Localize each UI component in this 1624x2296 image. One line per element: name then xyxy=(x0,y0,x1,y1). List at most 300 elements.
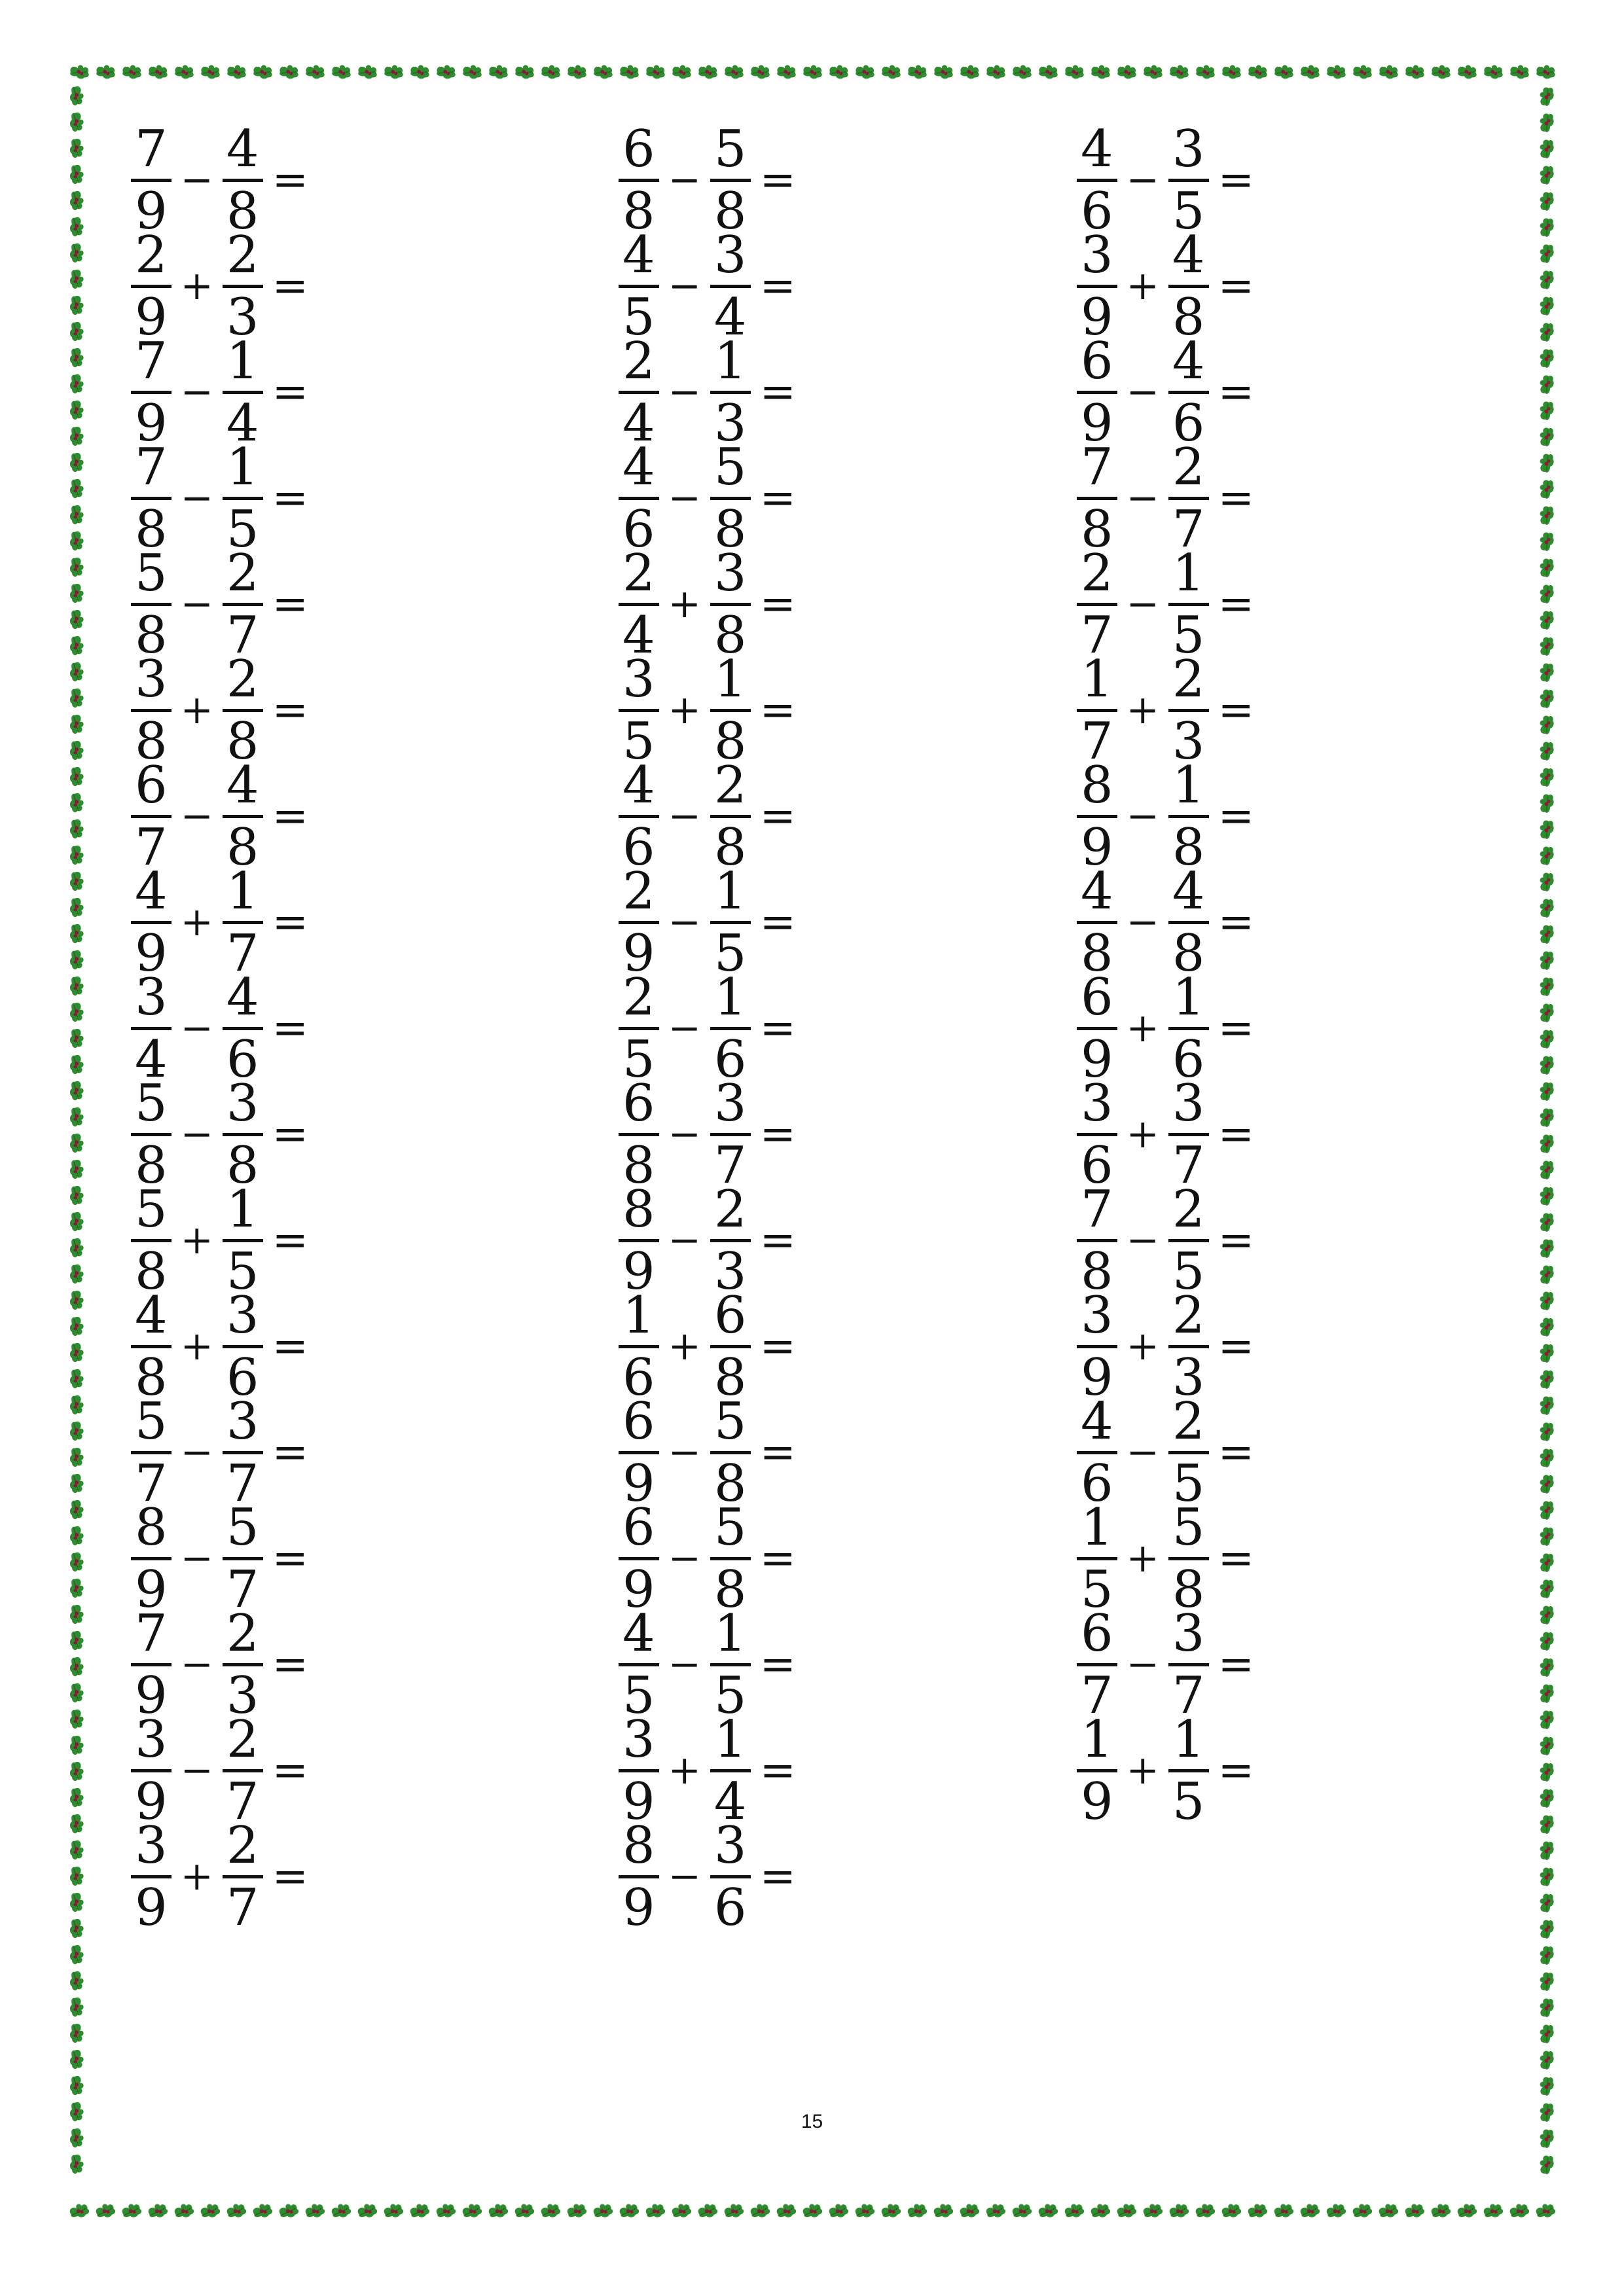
holly-sprig-icon xyxy=(802,2202,823,2219)
equals-sign: = xyxy=(759,579,796,629)
first-fraction xyxy=(619,1710,659,1831)
denominator: 6 xyxy=(1081,181,1113,241)
equals-sign: = xyxy=(1218,685,1254,735)
holly-sprig-icon xyxy=(1537,740,1556,762)
holly-sprig-icon xyxy=(1537,2075,1556,2097)
operator-sign: + xyxy=(180,263,213,309)
holly-sprig-icon xyxy=(985,2202,1006,2219)
operator-sign: − xyxy=(668,1535,701,1581)
denominator: 6 xyxy=(623,1348,655,1407)
holly-sprig-icon xyxy=(70,1605,84,1624)
holly-sprig-icon xyxy=(147,2202,168,2219)
holly-sprig-icon xyxy=(749,2202,770,2219)
holly-sprig-icon xyxy=(252,2202,273,2219)
holly-sprig-icon xyxy=(1537,1054,1556,1076)
denominator: 7 xyxy=(1172,1666,1205,1725)
holly-sprig-icon xyxy=(1537,373,1556,395)
numerator: 1 xyxy=(710,866,751,924)
denominator: 8 xyxy=(1172,817,1205,877)
holly-sprig-icon xyxy=(1537,295,1556,317)
holly-sprig-icon xyxy=(566,2202,587,2219)
numerator: 3 xyxy=(619,654,659,712)
numerator: 4 xyxy=(223,760,263,818)
operator-sign: + xyxy=(1126,263,1159,309)
holly-sprig-icon xyxy=(1537,1865,1556,1888)
numerator: 3 xyxy=(1168,1078,1209,1136)
second-fraction xyxy=(1168,1073,1209,1195)
second-fraction xyxy=(1168,967,1209,1089)
denominator: 8 xyxy=(135,1348,168,1407)
holly-sprig-icon xyxy=(1537,1001,1556,1024)
operator-sign: + xyxy=(1126,1748,1159,1793)
holly-sprig-icon xyxy=(854,2202,875,2219)
numerator: 3 xyxy=(710,548,751,606)
equals-sign: = xyxy=(272,1321,308,1371)
equals-sign: = xyxy=(759,1427,796,1477)
fraction-problem xyxy=(619,1285,796,1407)
holly-sprig-icon xyxy=(1537,1551,1556,1573)
denominator: 7 xyxy=(226,924,259,983)
denominator: 9 xyxy=(1081,1030,1113,1089)
holly-sprig-icon xyxy=(70,1474,84,1493)
fraction-problem xyxy=(1077,1498,1254,1619)
holly-sprig-icon xyxy=(1537,1682,1556,1704)
holly-sprig-icon xyxy=(305,63,326,80)
numerator: 1 xyxy=(619,1290,659,1348)
holly-sprig-icon xyxy=(70,1369,84,1388)
holly-sprig-icon xyxy=(1537,1944,1556,1966)
denominator: 6 xyxy=(1172,1030,1205,1089)
holly-sprig-icon xyxy=(200,2202,221,2219)
numerator: 5 xyxy=(710,442,751,500)
equals-sign: = xyxy=(759,1109,796,1159)
holly-sprig-icon xyxy=(1537,1080,1556,1102)
numerator: 1 xyxy=(1168,972,1209,1030)
fraction-problem xyxy=(619,649,796,771)
holly-sprig-icon xyxy=(70,1762,84,1781)
denominator: 9 xyxy=(623,1560,655,1619)
first-fraction xyxy=(131,1710,171,1831)
holly-sprig-icon xyxy=(1537,1132,1556,1155)
holly-sprig-icon xyxy=(1537,635,1556,657)
denominator: 5 xyxy=(1172,181,1205,241)
operator-sign: + xyxy=(1126,1323,1159,1369)
numerator: 5 xyxy=(131,1396,171,1454)
holly-sprig-icon xyxy=(1326,2202,1346,2219)
holly-sprig-icon xyxy=(70,1055,84,1074)
denominator: 3 xyxy=(226,1666,259,1725)
holly-sprig-icon xyxy=(70,1081,84,1100)
holly-sprig-icon xyxy=(1537,1918,1556,1940)
numerator: 2 xyxy=(619,548,659,606)
equals-sign: = xyxy=(1218,791,1254,841)
holly-sprig-icon xyxy=(70,1186,84,1205)
operator-sign: + xyxy=(180,1217,213,1263)
holly-sprig-icon xyxy=(1535,2202,1556,2219)
holly-sprig-icon xyxy=(1537,556,1556,579)
numerator: 2 xyxy=(1168,442,1209,500)
second-fraction xyxy=(223,331,263,453)
denominator: 9 xyxy=(1081,817,1113,877)
denominator: 8 xyxy=(713,605,747,665)
holly-sprig-icon xyxy=(671,2202,692,2219)
denominator: 6 xyxy=(623,817,655,877)
fraction-problem xyxy=(619,967,796,1089)
first-fraction xyxy=(131,1179,171,1301)
holly-sprig-icon xyxy=(1537,1787,1556,1809)
holly-sprig-icon xyxy=(1537,1158,1556,1181)
holly-sprig-icon xyxy=(1537,1420,1556,1443)
numerator: 2 xyxy=(1168,1396,1209,1454)
holly-sprig-icon xyxy=(95,2202,116,2219)
holly-sprig-icon xyxy=(70,296,84,315)
equals-sign: = xyxy=(272,1851,308,1901)
holly-sprig-icon xyxy=(1537,687,1556,709)
holly-sprig-icon xyxy=(1509,2202,1530,2219)
holly-sprig-icon xyxy=(70,1657,84,1676)
fraction-problem xyxy=(619,543,796,665)
numerator: 3 xyxy=(619,1714,659,1772)
holly-sprig-icon xyxy=(70,217,84,236)
numerator: 7 xyxy=(131,1608,171,1666)
denominator: 7 xyxy=(713,1136,747,1195)
fraction-problem xyxy=(619,861,796,983)
denominator: 8 xyxy=(135,499,168,559)
holly-sprig-icon xyxy=(540,2202,561,2219)
second-fraction xyxy=(223,1816,263,1937)
denominator: 6 xyxy=(713,1878,747,1937)
operator-sign: − xyxy=(180,1111,213,1157)
holly-sprig-icon xyxy=(1537,923,1556,945)
denominator: 5 xyxy=(226,499,259,559)
fraction-problem xyxy=(1077,1179,1254,1301)
holly-sprig-icon xyxy=(855,63,876,80)
denominator: 8 xyxy=(226,181,259,241)
first-fraction xyxy=(131,1391,171,1513)
holly-sprig-icon xyxy=(1168,2202,1189,2219)
first-fraction xyxy=(131,1285,171,1407)
second-fraction xyxy=(223,543,263,665)
fraction-problem xyxy=(1077,119,1254,241)
holly-sprig-icon xyxy=(1537,1394,1556,1416)
holly-sprig-icon xyxy=(70,1971,84,1990)
numerator: 2 xyxy=(619,336,659,394)
second-fraction xyxy=(710,1710,751,1831)
holly-sprig-icon xyxy=(70,427,84,446)
holly-sprig-icon xyxy=(69,63,90,80)
numerator: 2 xyxy=(710,1184,751,1242)
numerator: 7 xyxy=(1077,442,1117,500)
second-fraction xyxy=(710,1604,751,1725)
fraction-problem xyxy=(131,1179,308,1301)
first-fraction xyxy=(131,649,171,771)
equals-sign: = xyxy=(272,367,308,417)
numerator: 3 xyxy=(131,654,171,712)
holly-sprig-icon xyxy=(514,2202,535,2219)
denominator: 9 xyxy=(135,1878,168,1937)
holly-sprig-icon xyxy=(750,63,771,80)
holly-sprig-icon xyxy=(1537,1734,1556,1757)
first-fraction xyxy=(1077,1604,1117,1725)
holly-sprig-icon xyxy=(1537,137,1556,160)
numerator: 2 xyxy=(1077,548,1117,606)
operator-sign: − xyxy=(668,1111,701,1157)
second-fraction xyxy=(710,1498,751,1619)
equals-sign: = xyxy=(272,1639,308,1689)
equals-sign: = xyxy=(1218,367,1254,417)
holly-sprig-icon xyxy=(253,63,274,80)
numerator: 1 xyxy=(1077,1714,1117,1772)
holly-sprig-icon xyxy=(514,63,535,80)
holly-sprig-icon xyxy=(1326,63,1347,80)
first-fraction xyxy=(1077,543,1117,665)
denominator: 8 xyxy=(623,1136,655,1195)
holly-sprig-icon xyxy=(1221,2202,1242,2219)
operator-sign: − xyxy=(1126,793,1159,839)
second-fraction xyxy=(1168,437,1209,559)
second-fraction xyxy=(1168,1498,1209,1619)
equals-sign: = xyxy=(1218,1639,1254,1689)
holly-sprig-icon xyxy=(1537,766,1556,788)
first-fraction xyxy=(619,331,659,453)
equals-sign: = xyxy=(272,473,308,523)
holly-sprig-icon xyxy=(1117,63,1138,80)
second-fraction xyxy=(223,1498,263,1619)
numerator: 7 xyxy=(131,124,171,182)
fraction-problem xyxy=(619,1604,796,1725)
holly-sprig-icon xyxy=(1537,1289,1556,1312)
holly-sprig-icon xyxy=(1537,1028,1556,1050)
second-fraction xyxy=(1168,1179,1209,1301)
holly-sprig-icon xyxy=(409,2202,430,2219)
first-fraction xyxy=(619,1604,659,1725)
equals-sign: = xyxy=(272,1215,308,1265)
fraction-problem xyxy=(1077,861,1254,983)
fraction-problem xyxy=(131,1285,308,1407)
holly-sprig-icon xyxy=(70,1683,84,1702)
operator-sign: + xyxy=(1126,1005,1159,1051)
denominator: 8 xyxy=(135,605,168,665)
equals-sign: = xyxy=(759,791,796,841)
operator-sign: + xyxy=(180,1854,213,1899)
holly-sprig-icon xyxy=(1537,1630,1556,1652)
first-fraction xyxy=(131,119,171,241)
holly-sprig-icon xyxy=(1064,2202,1085,2219)
operator-sign: − xyxy=(668,157,701,203)
numerator: 6 xyxy=(1077,1608,1117,1666)
first-fraction xyxy=(619,755,659,877)
holly-sprig-icon xyxy=(1221,63,1242,80)
holly-sprig-icon xyxy=(384,63,405,80)
fraction-problem xyxy=(619,1710,796,1831)
operator-sign: − xyxy=(180,1748,213,1793)
second-fraction xyxy=(710,861,751,983)
holly-sprig-icon xyxy=(70,2050,84,2069)
denominator: 8 xyxy=(623,181,655,241)
denominator: 5 xyxy=(623,1030,655,1089)
denominator: 8 xyxy=(135,711,168,771)
holly-sprig-icon xyxy=(70,270,84,289)
numerator: 3 xyxy=(131,972,171,1030)
operator-sign: − xyxy=(668,1217,701,1263)
second-fraction xyxy=(1168,543,1209,665)
equals-sign: = xyxy=(272,154,308,205)
operator-sign: − xyxy=(180,1641,213,1687)
holly-sprig-icon xyxy=(70,610,84,629)
numerator: 6 xyxy=(1077,972,1117,1030)
equals-sign: = xyxy=(272,1427,308,1477)
holly-sprig-icon xyxy=(933,63,954,80)
denominator: 9 xyxy=(135,1772,168,1831)
equals-sign: = xyxy=(759,1533,796,1583)
operator-sign: − xyxy=(1126,899,1159,945)
holly-sprig-icon xyxy=(70,1579,84,1598)
second-fraction xyxy=(710,331,751,453)
holly-sprig-icon xyxy=(70,1526,84,1545)
numerator: 3 xyxy=(131,1820,171,1878)
fraction-problem xyxy=(131,543,308,665)
numerator: 6 xyxy=(619,1078,659,1136)
fraction-problem xyxy=(1077,1604,1254,1725)
second-fraction xyxy=(710,967,751,1089)
holly-sprig-icon xyxy=(645,2202,666,2219)
denominator: 9 xyxy=(623,1242,655,1301)
holly-sprig-icon xyxy=(174,63,195,80)
denominator: 3 xyxy=(1172,1348,1205,1407)
holly-sprig-icon xyxy=(70,1998,84,2017)
denominator: 8 xyxy=(713,181,747,241)
numerator: 2 xyxy=(1168,1184,1209,1242)
holly-sprig-icon xyxy=(1537,85,1556,107)
numerator: 3 xyxy=(1077,1290,1117,1348)
equals-sign: = xyxy=(1218,473,1254,523)
holly-sprig-icon xyxy=(70,1552,84,1571)
equals-sign: = xyxy=(759,367,796,417)
numerator: 2 xyxy=(1168,1290,1209,1348)
equals-sign: = xyxy=(759,897,796,947)
numerator: 7 xyxy=(1077,1184,1117,1242)
holly-sprig-icon xyxy=(70,584,84,603)
denominator: 9 xyxy=(135,393,168,453)
first-fraction xyxy=(1077,1498,1117,1619)
holly-sprig-icon xyxy=(383,2202,404,2219)
first-fraction xyxy=(1077,1073,1117,1195)
numerator: 6 xyxy=(619,124,659,182)
holly-sprig-icon xyxy=(1537,2153,1556,2176)
operator-sign: + xyxy=(668,1748,701,1793)
holly-sprig-icon xyxy=(1091,63,1111,80)
numerator: 4 xyxy=(1077,124,1117,182)
operator-sign: − xyxy=(180,1005,213,1051)
fraction-problem xyxy=(131,1498,308,1619)
first-fraction xyxy=(1077,119,1117,241)
fraction-problem xyxy=(1077,437,1254,559)
holly-sprig-icon xyxy=(70,793,84,812)
fraction-problem xyxy=(131,967,308,1089)
operator-sign: − xyxy=(1126,157,1159,203)
denominator: 8 xyxy=(1081,1242,1113,1301)
operator-sign: + xyxy=(180,1323,213,1369)
numerator: 8 xyxy=(619,1820,659,1878)
denominator: 5 xyxy=(1172,1242,1205,1301)
denominator: 7 xyxy=(135,1454,168,1513)
denominator: 8 xyxy=(713,499,747,559)
denominator: 3 xyxy=(713,393,747,453)
holly-sprig-icon xyxy=(1509,63,1530,80)
holly-sprig-icon xyxy=(1483,63,1504,80)
holly-sprig-icon xyxy=(1537,425,1556,448)
second-fraction xyxy=(710,755,751,877)
holly-sprig-icon xyxy=(619,63,640,80)
numerator: 1 xyxy=(710,336,751,394)
second-fraction xyxy=(1168,1285,1209,1407)
first-fraction xyxy=(131,543,171,665)
holly-sprig-icon xyxy=(1537,1525,1556,1547)
denominator: 8 xyxy=(226,1136,259,1195)
operator-sign: − xyxy=(180,1429,213,1475)
holly-sprig-icon xyxy=(1537,216,1556,238)
holly-sprig-icon xyxy=(70,1238,84,1257)
first-fraction xyxy=(1077,225,1117,347)
numerator: 3 xyxy=(1168,1608,1209,1666)
holly-sprig-icon xyxy=(70,401,84,420)
numerator: 1 xyxy=(1077,654,1117,712)
denominator: 5 xyxy=(1081,1560,1113,1619)
numerator: 5 xyxy=(1168,1502,1209,1560)
numerator: 4 xyxy=(619,1608,659,1666)
operator-sign: + xyxy=(1126,1111,1159,1157)
holly-sprig-icon xyxy=(70,1107,84,1126)
denominator: 7 xyxy=(226,1772,259,1831)
holly-sprig-icon xyxy=(1537,1106,1556,1128)
denominator: 7 xyxy=(1081,1666,1113,1725)
first-fraction xyxy=(1077,861,1117,983)
holly-sprig-icon xyxy=(1537,975,1556,997)
holly-sprig-icon xyxy=(776,2202,797,2219)
holly-sprig-icon xyxy=(462,63,483,80)
page-number: 15 xyxy=(801,2111,823,2132)
holly-sprig-icon xyxy=(70,1422,84,1441)
first-fraction xyxy=(131,1073,171,1195)
denominator: 3 xyxy=(226,287,259,347)
holly-sprig-icon xyxy=(828,2202,849,2219)
equals-sign: = xyxy=(759,260,796,311)
fraction-problem xyxy=(131,755,308,877)
holly-sprig-icon xyxy=(70,819,84,838)
fraction-problem xyxy=(131,1710,308,1831)
holly-sprig-icon xyxy=(70,453,84,472)
numerator: 1 xyxy=(710,1608,751,1666)
holly-sprig-icon xyxy=(1143,63,1164,80)
numerator: 5 xyxy=(710,124,751,182)
holly-sprig-icon xyxy=(226,2202,247,2219)
holly-sprig-icon xyxy=(435,2202,456,2219)
holly-sprig-icon xyxy=(1537,1499,1556,1521)
holly-sprig-icon xyxy=(70,1945,84,1964)
fraction-problem xyxy=(131,649,308,771)
second-fraction xyxy=(710,1391,751,1513)
holly-sprig-icon xyxy=(1537,1892,1556,1914)
denominator: 7 xyxy=(1081,605,1113,665)
denominator: 8 xyxy=(226,817,259,877)
holly-sprig-icon xyxy=(70,1840,84,1859)
operator-sign: + xyxy=(1126,1535,1159,1581)
holly-sprig-icon xyxy=(1012,63,1033,80)
first-fraction xyxy=(619,1391,659,1513)
numerator: 8 xyxy=(131,1502,171,1560)
numerator: 2 xyxy=(710,760,751,818)
numerator: 1 xyxy=(1077,1502,1117,1560)
